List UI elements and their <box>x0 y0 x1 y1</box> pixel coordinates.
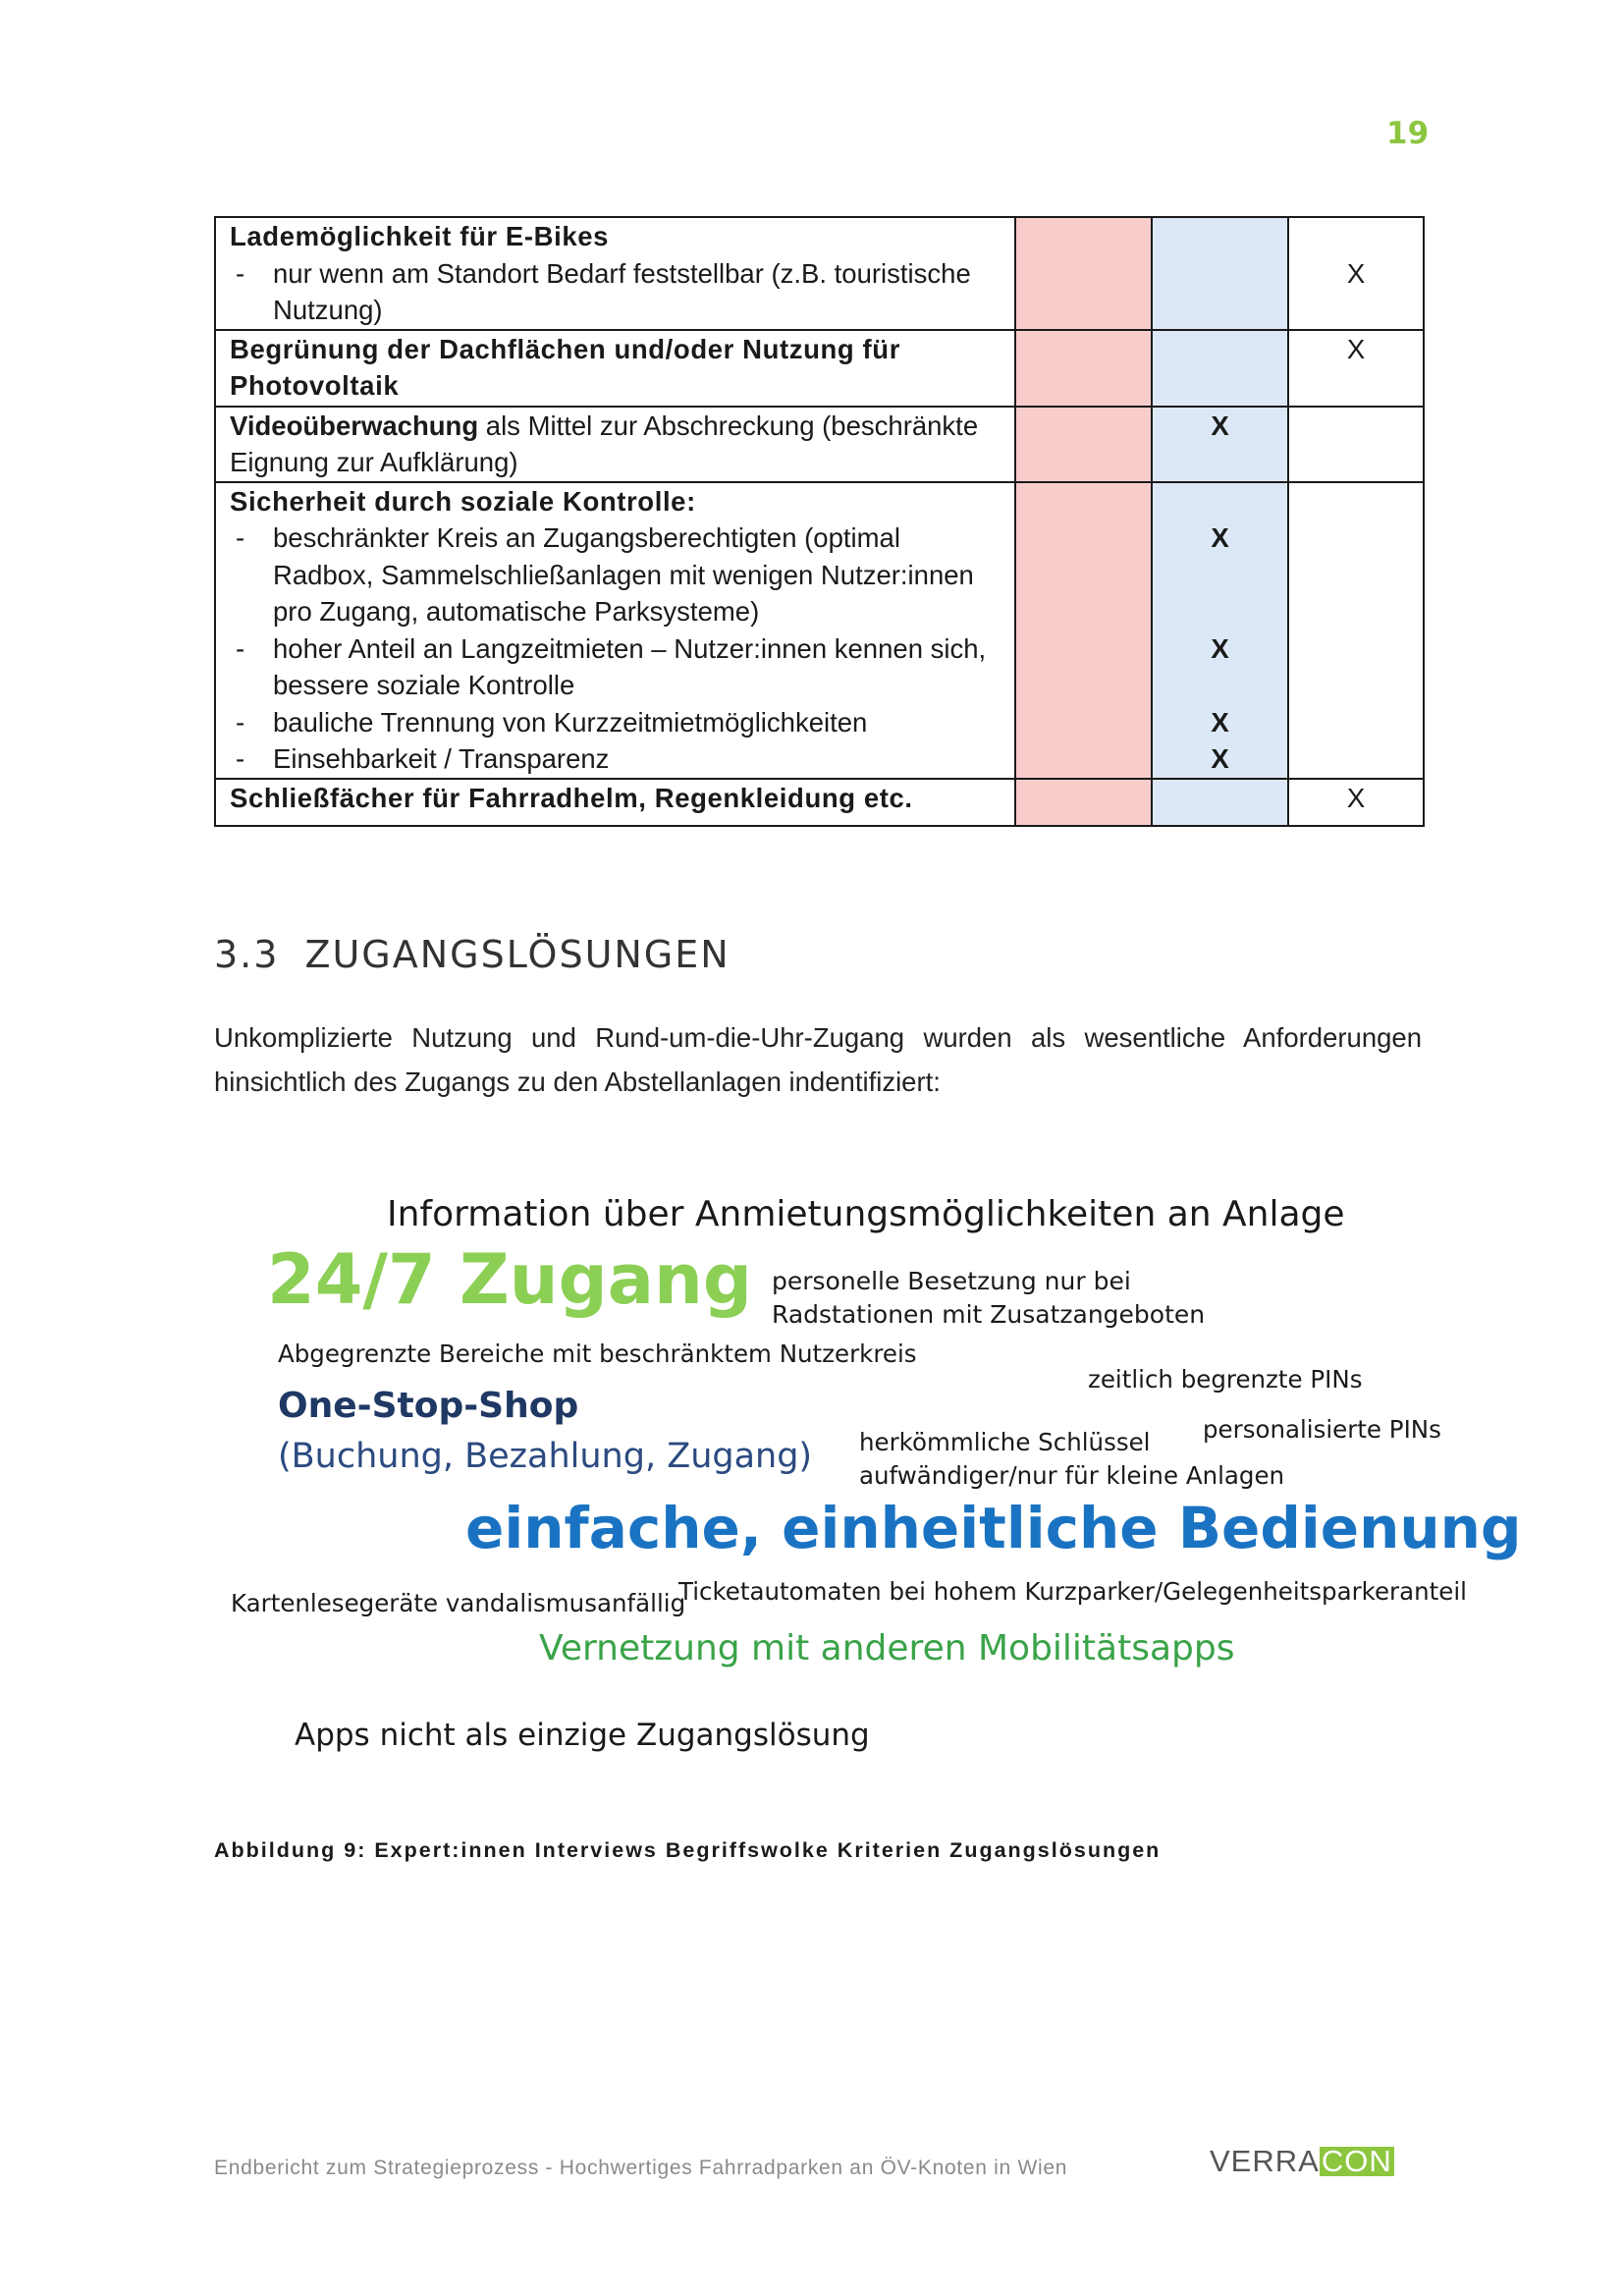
row-bullet: - hoher Anteil an Langzeitmieten – Nutzer:innen kennen sich, bessere soziale Kontrolle <box>230 630 1004 704</box>
table-row <box>215 482 1424 779</box>
cloud-term-einfach: einfache, einheitliche Bedienung <box>465 1495 1522 1561</box>
red-column-cell <box>1015 482 1152 779</box>
blue-column-cell <box>1152 407 1288 482</box>
row-title: Lademöglichkeit für E-Bikes <box>230 221 610 251</box>
cloud-term-info: Information über Anmietungsmöglichkeiten an Anlage <box>387 1194 1345 1234</box>
blue-column-cell <box>1152 330 1288 407</box>
x-mark: X <box>1346 257 1366 289</box>
blue-column-cell <box>1152 217 1288 330</box>
row-title-suffix: als Mittel zur Abschreckung (beschränkte Eignung zur Aufklärung) <box>230 410 979 477</box>
red-column-cell <box>1015 407 1152 482</box>
x-column-cell <box>1288 482 1424 779</box>
cloud-term-vernetz: Vernetzung mit anderen Mobilitätsapps <box>539 1628 1235 1668</box>
cloud-term-onestop: One-Stop-Shop <box>278 1386 579 1426</box>
section-number: 3.3 <box>214 933 280 976</box>
x-mark: X <box>1211 632 1229 664</box>
row-description <box>215 330 1015 407</box>
row-title: Sicherheit durch soziale Kontrolle: <box>230 485 696 517</box>
cloud-term-ticket: Ticketautomaten bei hohem Kurzparker/Gelegenheitsparkeranteil <box>678 1577 1467 1606</box>
cloud-term-line: herkömmliche Schlüssel <box>859 1428 1151 1456</box>
x-mark: X <box>1211 743 1229 774</box>
verracon-logo <box>1210 2144 1394 2177</box>
red-column-cell <box>1015 330 1152 407</box>
x-mark <box>1153 218 1287 255</box>
row-title: Schließfächer für Fahrradhelm, Regenkleidung etc. <box>230 782 913 813</box>
x-column-cell <box>1288 330 1424 407</box>
x-mark: X <box>1346 782 1366 813</box>
cloud-term-line: Radstationen mit Zusatzangeboten <box>772 1300 1206 1329</box>
logo-part2: CON <box>1321 2144 1392 2178</box>
table-row <box>215 779 1424 826</box>
x-mark <box>1289 408 1423 445</box>
x-mark <box>1153 780 1287 817</box>
cloud-term-zeitlich: zeitlich begrenzte PINs <box>1088 1365 1363 1394</box>
row-title: Begrünung der Dachflächen und/oder Nutzung für Photovoltaik <box>230 333 901 401</box>
table-row <box>215 217 1424 330</box>
logo-part1: VERRA <box>1210 2144 1320 2178</box>
x-mark: X <box>1346 333 1366 364</box>
cloud-term-abgrenz: Abgegrenzte Bereiche mit beschränktem Nutzerkreis <box>278 1339 917 1368</box>
row-bullet: - nur wenn am Standort Bedarf feststellbar (z.B. touristische Nutzung) <box>230 255 1004 329</box>
blue-column-cell <box>1152 779 1288 826</box>
x-mark: X <box>1211 522 1229 553</box>
x-mark: X <box>1211 706 1229 738</box>
x-column-cell <box>1288 217 1424 330</box>
row-title: Videoüberwachung <box>230 410 479 441</box>
blue-column-cell <box>1152 482 1288 779</box>
row-description <box>215 217 1015 330</box>
x-mark: X <box>1211 410 1229 441</box>
x-column-cell <box>1288 407 1424 482</box>
figure-caption: Abbildung 9: Expert:innen Interviews Begriffswolke Kriterien Zugangslösungen <box>214 1838 1162 1862</box>
x-column-cell <box>1288 779 1424 826</box>
cloud-term-24-7: 24/7 Zugang <box>267 1239 752 1320</box>
row-description <box>215 482 1015 779</box>
cloud-term-buchung: (Buchung, Bezahlung, Zugang) <box>278 1437 813 1476</box>
criteria-table <box>214 216 1425 827</box>
cloud-term-apps: Apps nicht als einzige Zugangslösung <box>295 1718 870 1753</box>
cloud-term-line: aufwändiger/nur für kleine Anlagen <box>859 1461 1285 1490</box>
x-mark <box>1289 483 1423 520</box>
page-number: 19 <box>1386 116 1430 151</box>
table-row <box>215 330 1424 407</box>
cloud-term-karten: Kartenlesegeräte vandalismusanfällig <box>231 1589 686 1617</box>
x-mark <box>1153 331 1287 368</box>
red-column-cell <box>1015 779 1152 826</box>
section-title: ZUGANGSLÖSUNGEN <box>304 933 730 976</box>
table-row <box>215 407 1424 482</box>
section-heading <box>214 933 730 976</box>
footer-text: Endbericht zum Strategieprozess - Hochwertiges Fahrradparken an ÖV-Knoten in Wien <box>214 2157 1068 2179</box>
row-description <box>215 779 1015 826</box>
row-bullet: - beschränkter Kreis an Zugangsberechtigten (optimal Radbox, Sammelschließanlagen mit wenigen Nutzer:innen pro Zugang, automatische Parksysteme) <box>230 519 1004 630</box>
cloud-term-personell <box>772 1265 1205 1332</box>
row-bullet: - Einsehbarkeit / Transparenz <box>230 740 1004 778</box>
body-paragraph: Unkomplizierte Nutzung und Rund-um-die-Uhr-Zugang wurden als wesentliche Anforderungen hinsichtlich des Zugangs zu den Abstellanlagen indentifiziert: <box>214 1022 1422 1097</box>
row-description <box>215 407 1015 482</box>
cloud-term-pers-pins: personalisierte PINs <box>1203 1415 1441 1444</box>
row-bullet: - bauliche Trennung von Kurzzeitmietmöglichkeiten <box>230 704 1004 741</box>
red-column-cell <box>1015 217 1152 330</box>
cloud-term-line: personelle Besetzung nur bei <box>772 1267 1131 1295</box>
